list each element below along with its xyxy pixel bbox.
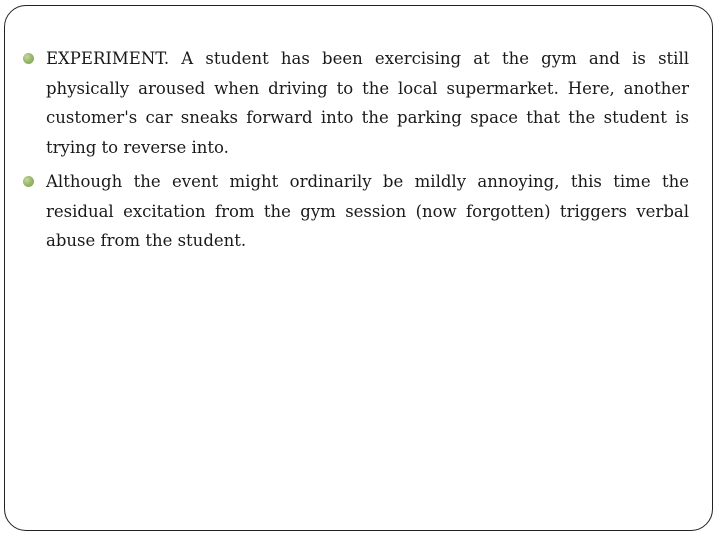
slide-frame (4, 5, 713, 531)
bullet-item-explanation (23, 167, 689, 256)
bullet-dot-icon (23, 176, 34, 187)
bullet-text: Although the event might ordinarily be mildly annoying, this time the residual excitation from the gym session (now forgotten) triggers verbal abuse from the student. (46, 172, 689, 250)
bullet-item-experiment (23, 44, 689, 162)
bullet-list (23, 44, 689, 261)
bullet-text: EXPERIMENT. A student has been exercising at the gym and is still physically aroused when driving to the local supermarket. Here, another customer's car sneaks forward into the parking space that the student is trying to reverse into. (46, 49, 689, 157)
bullet-dot-icon (23, 53, 34, 64)
